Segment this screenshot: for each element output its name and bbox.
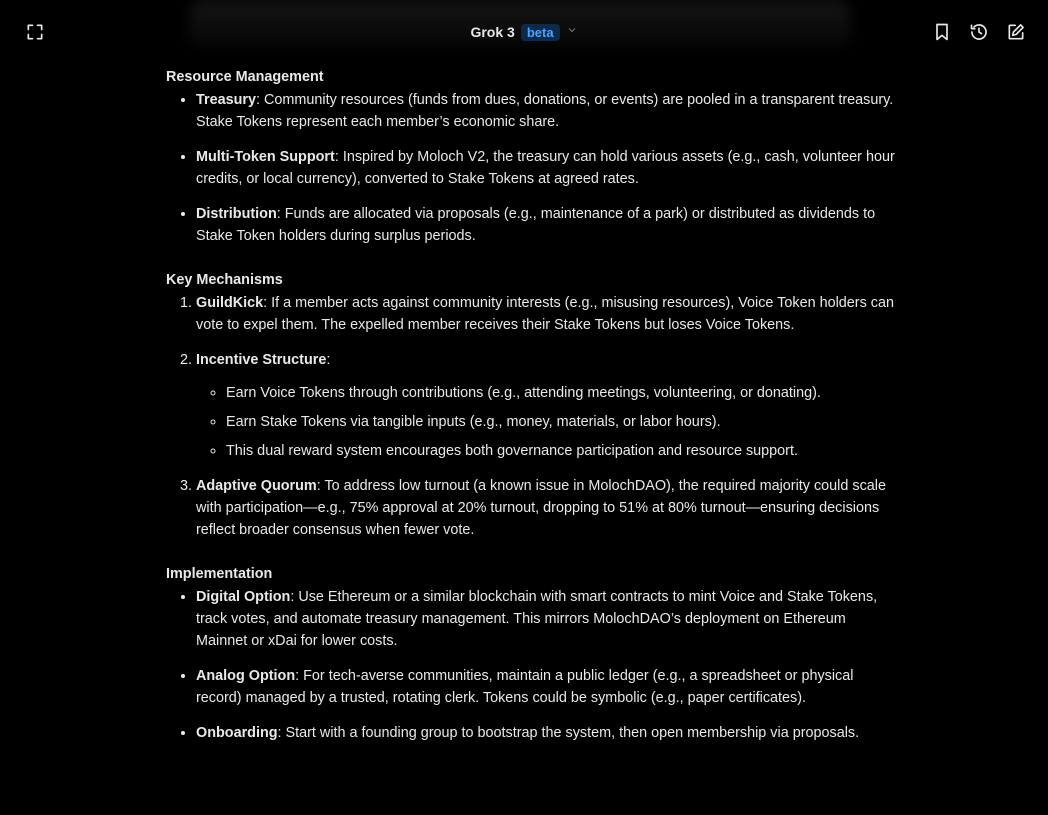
section-heading: Implementation (166, 566, 273, 582)
section-spacer (166, 260, 896, 269)
list-item-text: : Start with a founding group to bootstrap the system, then open membership via proposals. (277, 725, 860, 741)
history-icon (969, 22, 989, 42)
list-item-term: Digital Option (196, 589, 291, 605)
sub-list (196, 382, 896, 462)
list-item-term: GuildKick (196, 295, 264, 311)
top-bar (0, 0, 1048, 64)
expand-button[interactable] (21, 18, 49, 46)
list-item-text: : If a member acts against community interests (e.g., misusing resources), Voice Token holders can vote to expel them. The expelled member receives their Stake Tokens but loses Voice Tokens. (196, 295, 894, 333)
edit-icon (1006, 22, 1026, 42)
list-item-text: : (326, 352, 331, 368)
bullet-list (166, 89, 896, 247)
model-name: Grok 3 (470, 24, 515, 40)
list-item (196, 292, 896, 336)
list-item (196, 349, 896, 462)
section-implementation (166, 563, 896, 744)
sub-list-item: ◦ This dual reward system encourages both governance participation and resource support. (226, 440, 896, 462)
list-item-text: : Inspired by Moloch V2, the treasury can hold various assets (e.g., cash, volunteer hour credits, or local currency), converted to Stake Tokens at agreed rates. (196, 149, 895, 187)
sub-list-item: ◦ Earn Stake Tokens via tangible inputs (e.g., money, materials, or labor hours). (226, 411, 896, 433)
list-item-term: Analog Option (196, 668, 296, 684)
list-item-term: Incentive Structure (196, 352, 327, 368)
section-spacer (166, 554, 896, 563)
section-resource-management (166, 66, 896, 247)
numbered-list (166, 292, 896, 541)
bullet-list (166, 586, 896, 744)
list-item-text: : Community resources (funds from dues, donations, or events) are pooled in a transparent treasury. Stake Tokens represent each member’s economic share. (196, 92, 894, 130)
list-item-term: Multi-Token Support (196, 149, 335, 165)
list-item-term: Adaptive Quorum (196, 478, 317, 494)
list-item-text: : For tech-averse communities, maintain a public ledger (e.g., a spreadsheet or physical record) managed by a trusted, rotating clerk. Tokens could be symbolic (e.g., paper certificates). (196, 668, 854, 706)
list-item (196, 89, 896, 133)
list-item-text: : Use Ethereum or a similar blockchain with smart contracts to mint Voice and Stake Tokens, track votes, and automate treasury management. This mirrors MolochDAO’s deployment on Ethereum Mainnet or xDai for lower costs. (196, 589, 878, 649)
model-selector[interactable] (459, 20, 589, 44)
chevron-down-icon (566, 23, 578, 41)
model-badge: beta (521, 24, 560, 41)
section-key-mechanisms (166, 269, 896, 541)
expand-icon (25, 22, 45, 42)
section-heading: Resource Management (166, 69, 324, 85)
list-item-term: Onboarding (196, 725, 278, 741)
list-item (196, 665, 896, 709)
list-item-text: : Funds are allocated via proposals (e.g., maintenance of a park) or distributed as dividends to Stake Token holders during surplus periods. (196, 206, 876, 244)
list-item-term: Treasury (196, 92, 257, 108)
list-item (196, 586, 896, 652)
list-item (196, 475, 896, 541)
bookmark-icon (932, 22, 952, 42)
message-content (166, 66, 896, 757)
edit-button[interactable] (1002, 18, 1030, 46)
list-item (196, 203, 896, 247)
history-button[interactable] (965, 18, 993, 46)
bookmark-button[interactable] (928, 18, 956, 46)
sub-list-item: ◦ Earn Voice Tokens through contributions (e.g., attending meetings, volunteering, or donating). (226, 382, 896, 404)
list-item-text: : To address low turnout (a known issue in MolochDAO), the required majority could scale with participation—e.g., 75% approval at 20% turnout, dropping to 51% at 80% turnout—ensuring decisions reflect broader consensus when fewer vote. (196, 478, 886, 538)
list-item-term: Distribution (196, 206, 277, 222)
list-item (196, 146, 896, 190)
section-heading: Key Mechanisms (166, 272, 283, 288)
list-item (196, 722, 896, 744)
